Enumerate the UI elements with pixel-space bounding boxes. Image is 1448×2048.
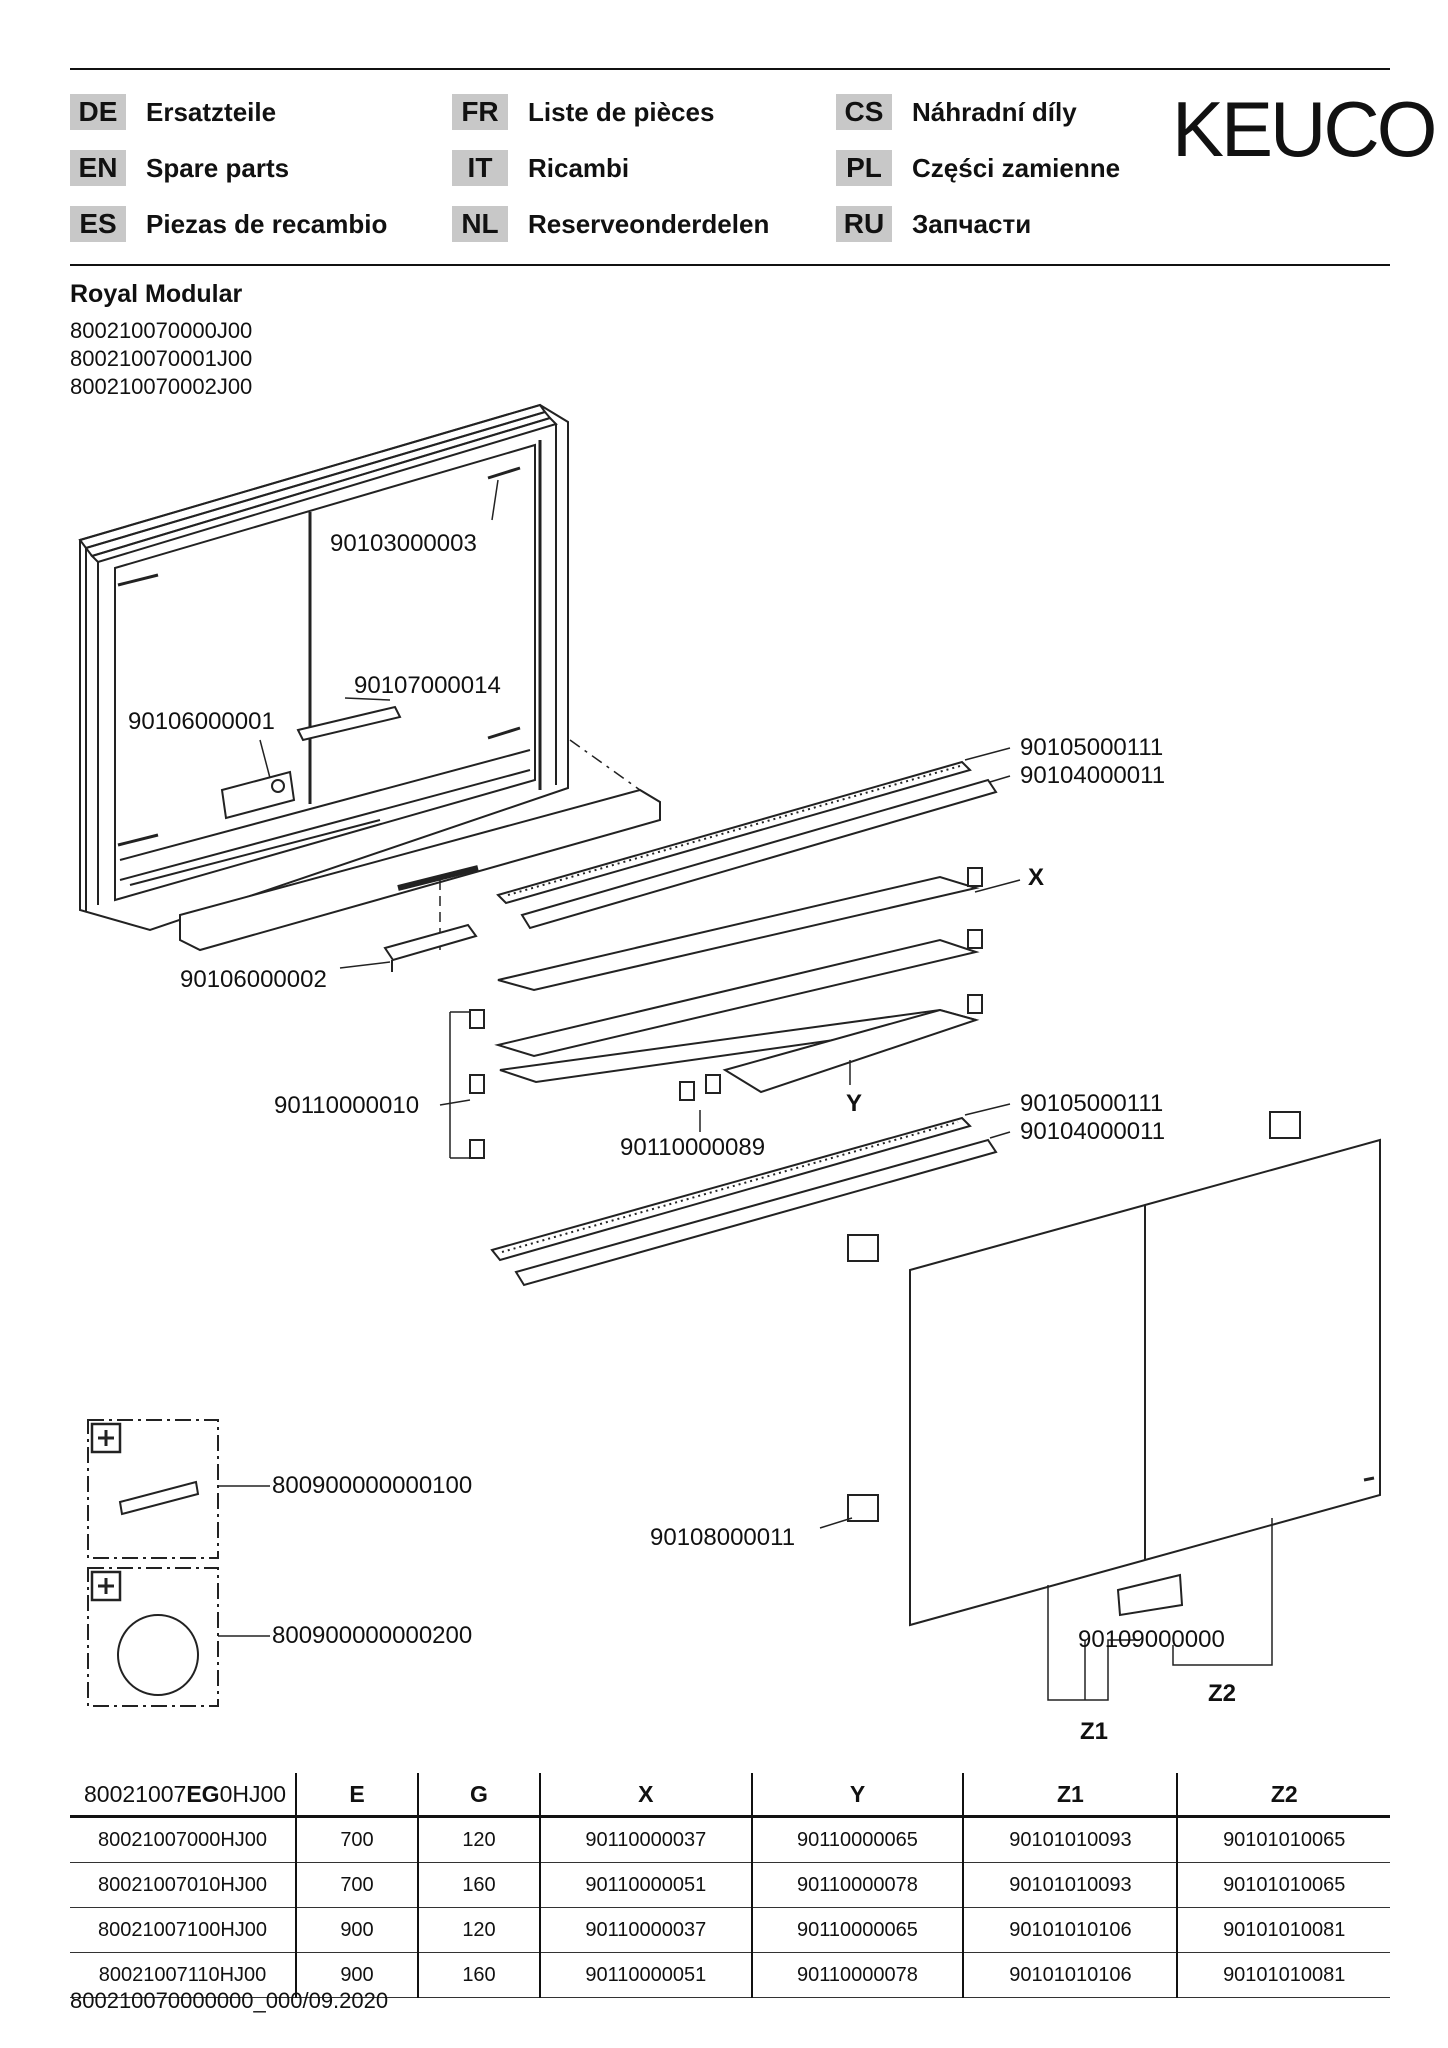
variant-table [70, 1773, 1390, 1998]
part-label: 90106000002 [180, 966, 327, 993]
switch-part [385, 925, 476, 960]
table-cell: 90110000078 [752, 1863, 964, 1908]
document-number: 800210070000000_000/09.2020 [70, 1988, 389, 2013]
product-number: 800210070002J00 [70, 374, 253, 399]
table-cell: 900 [296, 1953, 418, 1998]
table-cell: 90101010081 [1177, 1908, 1390, 1953]
lang-label: Piezas de recambio [146, 208, 388, 239]
callout-x: X [1028, 864, 1045, 891]
lang-code: NL [452, 206, 508, 242]
accessory-round-mirror [118, 1615, 198, 1695]
product-title: Royal Modular [70, 280, 243, 308]
part-label: 800900000000200 [272, 1622, 473, 1649]
table-cell: 80021007010HJ00 [70, 1863, 296, 1908]
part-label: 800900000000100 [272, 1472, 473, 1499]
part-label: 90105000111 [1020, 1090, 1164, 1117]
table-row [70, 1817, 1390, 1863]
lang-code: EN [70, 150, 126, 186]
keuco-logo: KEUCO [1172, 85, 1435, 173]
table-header: Y [752, 1773, 964, 1817]
lang-code: DE [70, 94, 126, 130]
table-cell: 90101010106 [963, 1953, 1177, 1998]
part-label: 90103000003 [330, 530, 477, 557]
product-number: 800210070001J00 [70, 346, 253, 371]
part-label: 90110000010 [274, 1092, 420, 1119]
handle-part [1118, 1575, 1182, 1615]
table-cell: 90110000078 [752, 1953, 964, 1998]
callout-z2: Z2 [1208, 1680, 1237, 1707]
accessory-strip [120, 1482, 198, 1514]
lang-label: Reserveonderdelen [528, 208, 770, 239]
lang-label: Náhradní díly [912, 96, 1077, 127]
lang-code: CS [836, 94, 892, 130]
hinge-low [848, 1495, 878, 1521]
table-cell: 120 [418, 1908, 540, 1953]
table-cell: 900 [296, 1908, 418, 1953]
lang-code: RU [836, 206, 892, 242]
table-header: X [540, 1773, 752, 1817]
table-header-model: 80021007EG0HJ00 [70, 1773, 296, 1817]
part-label: 90105000111 [1020, 734, 1164, 761]
table-cell: 90110000037 [540, 1817, 752, 1863]
table-cell: 90101010093 [963, 1863, 1177, 1908]
table-header: Z2 [1177, 1773, 1390, 1817]
table-cell: 700 [296, 1863, 418, 1908]
lang-code: ES [70, 206, 126, 242]
product-number: 800210070000J00 [70, 318, 253, 343]
hinge-mid [848, 1235, 878, 1261]
table-header: G [418, 1773, 540, 1817]
part-label: 90107000014 [354, 672, 501, 699]
table-cell: 90101010065 [1177, 1863, 1390, 1908]
lang-code: PL [836, 150, 892, 186]
lang-code: FR [452, 94, 508, 130]
lang-label: Запчасти [912, 208, 1032, 239]
glass-shelf-1 [498, 877, 976, 990]
table-cell: 90110000065 [752, 1817, 964, 1863]
table-cell: 160 [418, 1863, 540, 1908]
table-header: E [296, 1773, 418, 1817]
part-label: 90109000000 [1078, 1626, 1225, 1653]
table-cell: 120 [418, 1817, 540, 1863]
lang-label: Ersatzteile [146, 96, 277, 127]
lang-code: IT [452, 150, 508, 186]
part-label: 90108000011 [650, 1524, 796, 1551]
callout-y: Y [846, 1090, 863, 1117]
part-label: 90106000001 [128, 708, 275, 735]
table-header: Z1 [963, 1773, 1177, 1817]
callout-z1: Z1 [1080, 1718, 1109, 1745]
table-cell: 90101010081 [1177, 1953, 1390, 1998]
part-label: 90104000011 [1020, 1118, 1166, 1145]
table-cell: 160 [418, 1953, 540, 1998]
lang-label: Części zamienne [912, 152, 1121, 183]
table-cell: 80021007100HJ00 [70, 1908, 296, 1953]
table-cell: 80021007110HJ00 [70, 1953, 296, 1998]
table-cell: 90110000037 [540, 1908, 752, 1953]
table-cell: 90110000051 [540, 1953, 752, 1998]
lang-label: Liste de pièces [528, 96, 715, 127]
part-label: 90104000011 [1020, 762, 1166, 789]
table-header-row [70, 1773, 1390, 1817]
hinge-top [1270, 1112, 1300, 1138]
part-label: 90110000089 [620, 1134, 766, 1161]
lang-label: Spare parts [146, 152, 290, 183]
lang-label: Ricambi [528, 152, 630, 183]
table-cell: 90101010093 [963, 1817, 1177, 1863]
table-row [70, 1863, 1390, 1908]
table-cell: 90101010106 [963, 1908, 1177, 1953]
table-cell: 90110000065 [752, 1908, 964, 1953]
table-cell: 90101010065 [1177, 1817, 1390, 1863]
table-cell: 90110000051 [540, 1863, 752, 1908]
table-cell: 80021007000HJ00 [70, 1817, 296, 1863]
table-cell: 700 [296, 1817, 418, 1863]
table-row [70, 1908, 1390, 1953]
